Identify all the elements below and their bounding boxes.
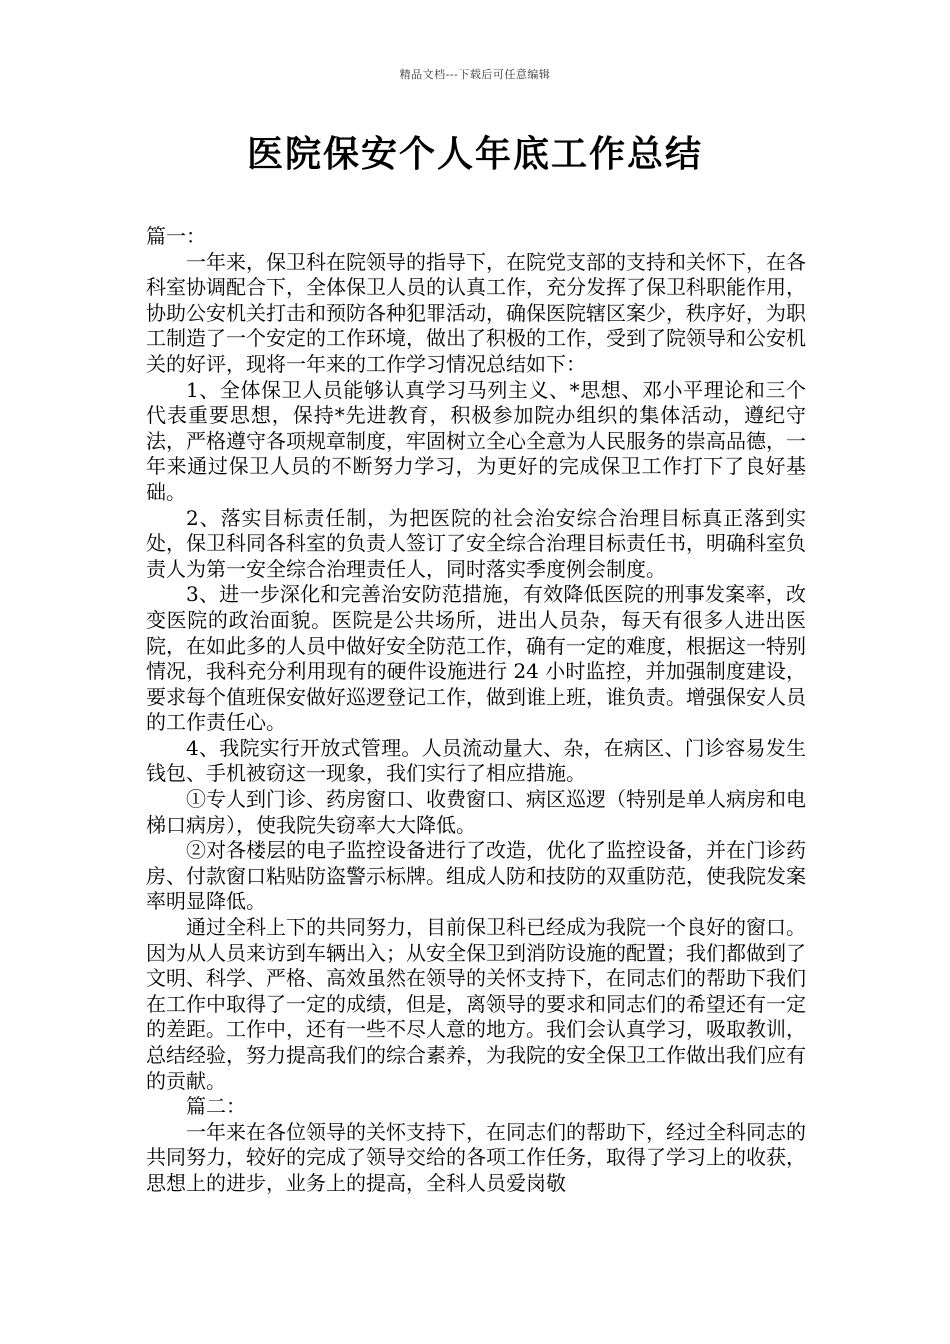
section-heading-2: 篇二： xyxy=(186,1094,246,1119)
paragraph: ②对各楼层的电子监控设备进行了改造，优化了监控设备，并在门诊药房、付款窗口粘贴防盗警示标牌。组成人防和技防的双重防范，使我院发案率明显降低。 xyxy=(146,838,806,914)
header-note: 精品文档---下载后可任意编辑 xyxy=(399,68,551,81)
paragraph: ①专人到门诊、药房窗口、收费窗口、病区巡逻（特别是单人病房和电梯口病房），使我院失窃率大大降低。 xyxy=(146,787,806,837)
paragraph: 通过全科上下的共同努力，目前保卫科已经成为我院一个良好的窗口。因为从人员来访到车辆出入；从安全保卫到消防设施的配置；我们都做到了文明、科学、严格、高效虽然在领导的关怀支持下，在同志们的帮助下我们在工作中取得了一定的成绩，但是，离领导的要求和同志们的希望还有一定的差距。工作中，还有一些不尽人意的地方。我们会认真学习，吸取教训，总结经验，努力提高我们的综合素养，为我院的安全保卫工作做出我们应有的贡献。 xyxy=(146,915,806,1093)
paragraph: 3、进一步深化和完善治安防范措施，有效降低医院的刑事发案率，改变医院的政治面貌。医院是公共场所，进出人员杂，每天有很多人进出医院，在如此多的人员中做好安全防范工作，确有一定的难度，根据这一特别情况，我科充分利用现有的硬件设施进行 24 小时监控，并加强制度建设，要求每个值班保安做好巡逻登记工作，做到谁上班，谁负责。增强保安人员的工作责任心。 xyxy=(146,582,806,735)
document-title: 医院保安个人年底工作总结 xyxy=(246,134,703,175)
document-body xyxy=(146,224,806,1197)
paragraph: 2、落实目标责任制，为把医院的社会治安综合治理目标真正落到实处，保卫科同各科室的负责人签订了安全综合治理目标责任书，明确科室负责人为第一安全综合治理责任人，同时落实季度例会制度。 xyxy=(146,505,806,581)
paragraph: 一年来在各位领导的关怀支持下，在同志们的帮助下，经过全科同志的共同努力，较好的完成了领导交给的各项工作任务，取得了学习上的收获，思想上的进步，业务上的提高，全科人员爱岗敬 xyxy=(146,1119,806,1195)
paragraph: 4、我院实行开放式管理。人员流动量大、杂，在病区、门诊容易发生钱包、手机被窃这一现象，我们实行了相应措施。 xyxy=(146,735,806,786)
paragraph: 一年来，保卫科在院领导的指导下，在院党支部的支持和关怀下，在各科室协调配合下，全体保卫人员的认真工作，充分发挥了保卫科职能作用，协助公安机关打击和预防各种犯罪活动，确保医院辖区案少，秩序好，为职工制造了一个安定的工作环境，做出了积极的工作，受到了院领导和公安机关的好评，现将一年来的工作学习情况总结如下： xyxy=(146,249,806,376)
paragraph: 1、全体保卫人员能够认真学习马列主义、*思想、邓小平理论和三个代表重要思想，保持*先进教育，积极参加院办组织的集体活动，遵纪守法，严格遵守各项规章制度，牢固树立全心全意为人民服务的崇高品德，一年来通过保卫人员的不断努力学习，为更好的完成保卫工作打下了良好基础。 xyxy=(146,377,806,504)
section-heading-1: 篇一： xyxy=(146,224,206,248)
